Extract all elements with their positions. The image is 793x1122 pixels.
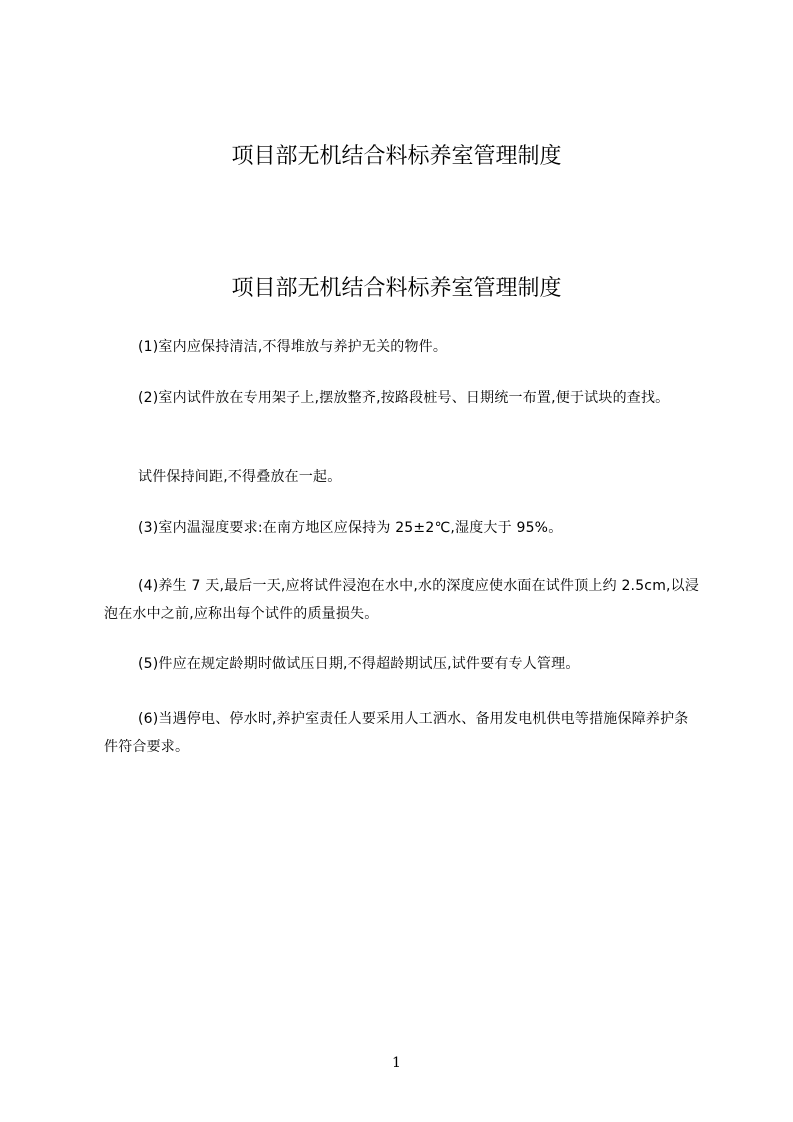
- rule-paragraph-1: (1)室内应保持清洁,不得堆放与养护无关的物件。: [138, 339, 448, 355]
- document-title: 项目部无机结合料标养室管理制度: [231, 276, 562, 301]
- rule-paragraph-5: (5)件应在规定龄期时做试压日期,不得超龄期试压,试件要有专人管理。: [138, 656, 580, 672]
- rule-paragraph-4: (4)养生 7 天,最后一天,应将试件浸泡在水中,水的深度应使水面在试件顶上约 2.5cm,以浸泡在水中之前,应称出每个试件的质量损失。: [104, 578, 700, 622]
- rule-paragraph-2: (2)室内试件放在专用架子上,摆放整齐,按路段桩号、日期统一布置,便于试块的查找。: [138, 390, 670, 406]
- rule-paragraph-6: (6)当遇停电、停水时,养护室责任人要采用人工洒水、备用发电机供电等措施保障养护条件符合要求。: [104, 711, 689, 755]
- rule-paragraph-3: (3)室内温湿度要求:在南方地区应保持为 25±2℃,湿度大于 95%。: [138, 520, 563, 536]
- document-header-title: 项目部无机结合料标养室管理制度: [231, 144, 562, 169]
- page-number: 1: [392, 1055, 401, 1071]
- rule-paragraph-2-note: 试件保持间距,不得叠放在一起。: [138, 469, 342, 485]
